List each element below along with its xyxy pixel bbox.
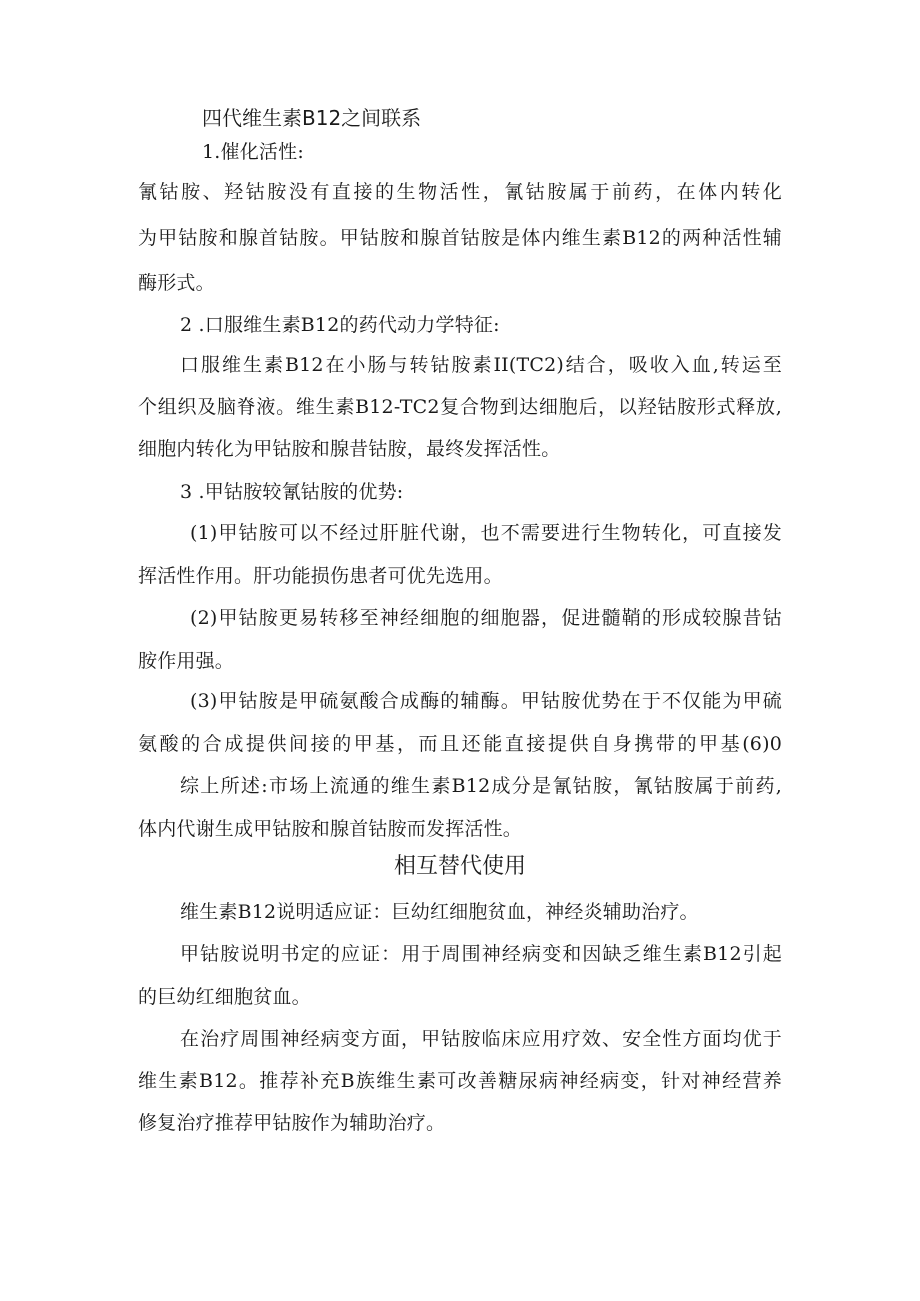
list-item-line: 胺作用强。 [138, 650, 235, 672]
list-item-line: 氨酸的合成提供间接的甲基，而且还能直接提供自身携带的甲基(6)0 [138, 733, 782, 755]
paragraph-line: 细胞内转化为甲钴胺和腺昔钴胺，最终发挥活性。 [138, 438, 561, 460]
document-title: 四代维生素B12之间联系 [202, 106, 422, 130]
paragraph-line: 修复治疗推荐甲钴胺作为辅助治疗。 [138, 1112, 446, 1134]
paragraph-line: 口服维生素B12在小肠与转钴胺素II(TC2)结合，吸收入血,转运至 [180, 354, 782, 376]
paragraph-line: 甲钴胺说明书定的应证：用于周围神经病变和因缺乏维生素B12引起 [180, 943, 782, 965]
section-2-heading: 2 .口服维生素B12的药代动力学特征: [180, 314, 500, 336]
paragraph-line: 维生素B12。推荐补充B族维生素可改善糖尿病神经病变，针对神经营养 [138, 1070, 782, 1092]
list-item-line: 挥活性作用。肝功能损伤患者可优先选用。 [138, 565, 503, 587]
section-3-heading: 3 .甲钴胺较氰钴胺的优势: [180, 481, 404, 503]
section-1-heading: 1.催化活性: [202, 141, 304, 163]
list-item-line: (3)甲钴胺是甲硫氨酸合成酶的辅酶。甲钴胺优势在于不仅能为甲硫 [190, 690, 782, 712]
paragraph-line: 为甲钴胺和腺首钴胺。甲钴胺和腺首钴胺是体内维生素B12的两种活性辅 [138, 227, 782, 249]
summary-line: 体内代谢生成甲钴胺和腺首钴胺而发挥活性。 [138, 818, 523, 840]
paragraph-line: 维生素B12说明适应证：巨幼红细胞贫血，神经炎辅助治疗。 [180, 901, 699, 923]
list-item-line: (1)甲钴胺可以不经过肝脏代谢，也不需要进行生物转化，可直接发 [190, 522, 782, 544]
paragraph-line: 在治疗周围神经病变方面，甲钴胺临床应用疗效、安全性方面均优于 [180, 1028, 782, 1050]
paragraph-line: 个组织及脑脊液。维生素B12-TC2复合物到达细胞后，以羟钴胺形式释放, [138, 396, 782, 418]
list-item-line: (2)甲钴胺更易转移至神经细胞的细胞器，促进髓鞘的形成较腺昔钴 [190, 607, 782, 629]
summary-line: 综上所述:市场上流通的维生素B12成分是氰钴胺，氰钴胺属于前药, [180, 775, 782, 797]
paragraph-line: 酶形式。 [138, 272, 215, 294]
paragraph-line: 的巨幼红细胞贫血。 [138, 986, 311, 1008]
section-heading-substitution: 相互替代使用 [393, 854, 526, 879]
paragraph-line: 氰钴胺、羟钴胺没有直接的生物活性，氰钴胺属于前药，在体内转化 [138, 181, 782, 203]
